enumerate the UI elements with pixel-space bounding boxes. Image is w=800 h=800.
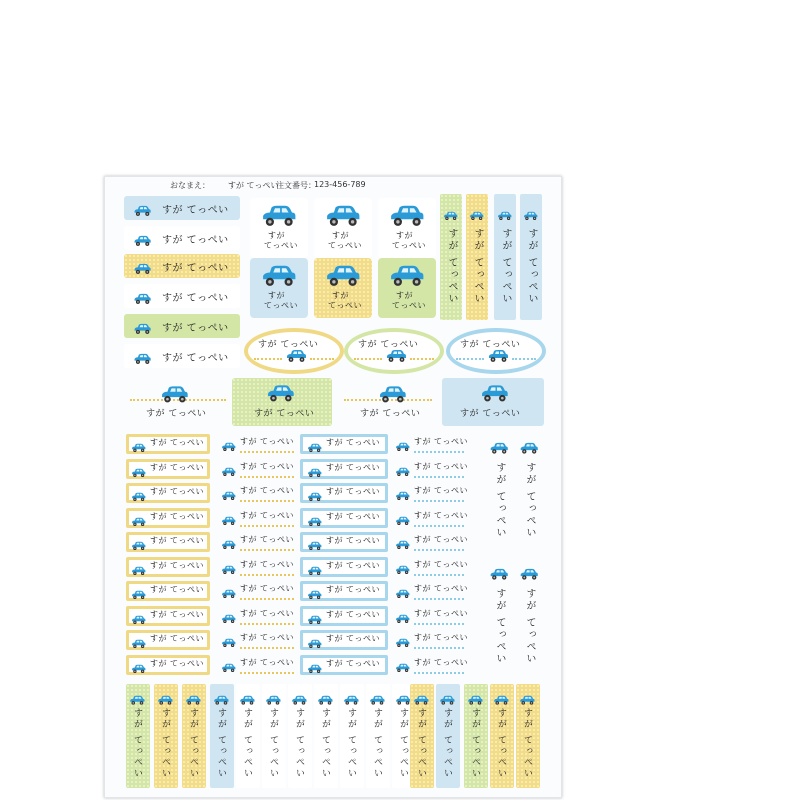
sticker-name-vertical: すが てっぺい (524, 588, 535, 666)
car-icon (306, 634, 323, 644)
sticker-name-text: すが てっぺい (240, 535, 295, 544)
car-icon (488, 566, 510, 579)
sticker-name-text: すが てっぺい (414, 657, 469, 667)
sticker-name-text: すが てっぺい (150, 585, 205, 594)
car-icon (492, 690, 510, 701)
car-icon (306, 487, 323, 497)
dotted-line (240, 572, 294, 576)
car-icon (130, 585, 147, 595)
sticker-name-vertical: すが てっぺい (294, 708, 304, 779)
sticker-name-vertical: すが てっぺい (442, 708, 452, 779)
sticker-name-text: すが てっぺい (240, 437, 295, 446)
car-icon (412, 690, 430, 701)
sticker-name-text: すが てっぺい (150, 462, 205, 472)
sticker-name-text: すが てっぺい (162, 293, 229, 304)
car-icon (220, 462, 237, 472)
car-icon (212, 690, 230, 701)
sticker-name-text: すが てっぺい (150, 560, 205, 570)
car-icon (518, 566, 540, 579)
sticker-name-text: すが てっぺい (326, 438, 381, 447)
sticker-name-text: すが てっぺい (240, 584, 295, 593)
sticker-name-text: すが てっぺい (162, 323, 229, 334)
sticker-name-text: すが てっぺい (414, 633, 469, 642)
sticker-name-text: すが てっぺい (240, 559, 295, 569)
car-icon (130, 610, 147, 620)
car-icon (478, 384, 510, 403)
sticker-name-text: すが てっぺい (150, 536, 205, 545)
sticker-name-vertical: すが てっぺい (320, 708, 330, 779)
sticker-name-text: すが てっぺい (326, 560, 381, 570)
car-icon (316, 690, 334, 701)
car-icon (394, 633, 411, 643)
car-icon (220, 535, 237, 545)
car-icon (376, 385, 408, 404)
car-icon (220, 584, 237, 594)
car-icon (132, 350, 152, 362)
sticker-name-vertical: すが てっぺい (500, 228, 511, 306)
sticker-name-text: すが てっぺい (162, 205, 229, 216)
car-icon (220, 486, 237, 496)
sticker-name-text: すが てっぺい (358, 340, 419, 350)
dotted-line (414, 596, 464, 600)
car-icon (394, 584, 411, 594)
sticker-name-text: すが てっぺい (162, 235, 229, 246)
sticker-name-text: てっぺい (264, 301, 298, 310)
sticker-name-text: すが てっぺい (150, 609, 205, 619)
car-icon (394, 658, 411, 668)
dotted-line (240, 498, 294, 502)
dotted-line (414, 621, 464, 625)
dotted-line (240, 547, 294, 551)
dotted-line (310, 356, 334, 360)
name-label: おなまえ： (170, 181, 210, 190)
dotted-line (410, 356, 434, 360)
car-icon (290, 690, 308, 701)
car-icon (128, 690, 146, 701)
sticker-name-text: すが てっぺい (240, 608, 295, 618)
car-icon (306, 659, 323, 669)
sticker-name-vertical: すが てっぺい (160, 708, 170, 779)
car-icon (132, 320, 152, 332)
sticker-name-vertical: すが てっぺい (446, 228, 457, 306)
car-icon (522, 206, 539, 216)
sticker-name-vertical: すが てっぺい (346, 708, 356, 779)
car-icon (306, 561, 323, 571)
sticker-name-text: すが てっぺい (146, 409, 207, 419)
car-icon (322, 204, 363, 228)
sticker-name-text: すが てっぺい (240, 657, 295, 667)
car-icon (486, 348, 510, 362)
car-icon (156, 690, 174, 701)
sticker-name-vertical: すが てっぺい (188, 708, 198, 779)
sticker-name-text: すが てっぺい (460, 409, 521, 419)
sticker-name-vertical: すが てっぺい (242, 708, 252, 779)
sticker-name-vertical: すが てっぺい (216, 708, 226, 779)
dotted-line (240, 670, 294, 674)
car-icon (466, 690, 484, 701)
car-icon (488, 440, 510, 453)
sticker-name-vertical: すが てっぺい (524, 462, 535, 540)
car-icon (184, 690, 202, 701)
dotted-line (240, 621, 294, 625)
car-icon (306, 536, 323, 546)
car-icon (220, 658, 237, 668)
sticker-name-text: てっぺい (392, 241, 426, 250)
sticker-name-text: すが てっぺい (150, 658, 205, 668)
car-icon (132, 290, 152, 302)
car-icon (394, 560, 411, 570)
car-icon (496, 206, 513, 216)
sticker-name-text: すが てっぺい (414, 584, 469, 593)
sticker-name-vertical: すが てっぺい (372, 708, 382, 779)
sticker-name-vertical: すが てっぺい (494, 588, 505, 666)
sticker-name-vertical: すが てっぺい (496, 708, 506, 779)
sticker-name-text: すが てっぺい (326, 511, 381, 521)
dotted-line (240, 474, 294, 478)
sticker-name-text: すが てっぺい (414, 535, 469, 544)
sticker-name-vertical: すが てっぺい (132, 708, 142, 779)
car-icon (442, 206, 459, 216)
car-icon (130, 536, 147, 546)
dotted-line (414, 498, 464, 502)
car-icon (394, 437, 411, 447)
sticker-name-vertical: すが てっぺい (398, 708, 408, 779)
car-icon (130, 438, 147, 448)
sticker-name-text: すが てっぺい (162, 263, 229, 274)
sticker-name-text: てっぺい (392, 301, 426, 310)
car-icon (130, 659, 147, 669)
dotted-line (254, 356, 282, 360)
sticker-name-text: すが (332, 231, 349, 240)
car-icon (306, 610, 323, 620)
car-icon (220, 560, 237, 570)
sticker-name-text: すが てっぺい (414, 461, 469, 471)
order-number: 123-456-789 (314, 180, 366, 189)
sticker-name-text: すが (332, 291, 349, 300)
car-icon (394, 462, 411, 472)
car-icon (468, 206, 485, 216)
sticker-name-vertical: すが てっぺい (522, 708, 532, 779)
sticker-name-vertical: すが てっぺい (494, 462, 505, 540)
car-icon (284, 348, 308, 362)
sticker-name-text: すが てっぺい (240, 633, 295, 642)
sticker-name-text: すが てっぺい (414, 559, 469, 569)
sticker-name-text: すが てっぺい (326, 609, 381, 619)
sticker-name-text: すが てっぺい (162, 353, 229, 364)
car-icon (130, 561, 147, 571)
car-icon (386, 264, 427, 288)
sticker-name-text: てっぺい (328, 241, 362, 250)
sticker-name-text: すが てっぺい (326, 536, 381, 545)
sticker-name-text: すが てっぺい (414, 510, 469, 520)
sticker-name-text: すが てっぺい (258, 340, 319, 350)
car-icon (306, 512, 323, 522)
sticker-name-vertical: すが てっぺい (472, 228, 483, 306)
sticker-name-text: すが てっぺい (326, 462, 381, 472)
car-icon (518, 440, 540, 453)
sticker-name-text: すが てっぺい (326, 487, 381, 496)
sticker-name-text: すが てっぺい (240, 461, 295, 471)
sticker-name-text: すが てっぺい (326, 634, 381, 643)
car-icon (384, 348, 408, 362)
car-icon (158, 385, 190, 404)
car-icon (394, 609, 411, 619)
car-icon (264, 384, 296, 403)
dotted-line (414, 645, 464, 649)
dotted-line (414, 670, 464, 674)
sticker-name-text: すが てっぺい (240, 510, 295, 520)
sticker-name-text: すが てっぺい (414, 486, 469, 495)
dotted-line (240, 645, 294, 649)
sticker-name-text: すが てっぺい (326, 585, 381, 594)
sticker-name-text: すが てっぺい (150, 487, 205, 496)
car-icon (220, 609, 237, 619)
sticker-name-vertical: すが てっぺい (416, 708, 426, 779)
car-icon (220, 633, 237, 643)
dotted-line (414, 523, 464, 527)
dotted-line (456, 356, 484, 360)
sticker-name-text: すが (396, 231, 413, 240)
sticker-name-text: すが てっぺい (254, 409, 315, 419)
dotted-line (414, 474, 464, 478)
car-icon (518, 690, 536, 701)
sticker-name-text: すが てっぺい (150, 438, 205, 447)
car-icon (132, 260, 152, 272)
dotted-line (512, 356, 536, 360)
car-icon (322, 264, 363, 288)
car-icon (258, 264, 299, 288)
name-value: すが てっぺい (228, 181, 279, 190)
order-label: 注文番号： (276, 181, 316, 190)
car-icon (394, 486, 411, 496)
sticker-name-vertical: すが てっぺい (470, 708, 480, 779)
dotted-line (240, 523, 294, 527)
dotted-line (240, 449, 294, 453)
car-icon (368, 690, 386, 701)
sticker-name-text: てっぺい (328, 301, 362, 310)
car-icon (130, 512, 147, 522)
sticker-name-text: すが てっぺい (326, 658, 381, 668)
car-icon (220, 437, 237, 447)
car-icon (394, 535, 411, 545)
car-icon (306, 585, 323, 595)
car-icon (386, 204, 427, 228)
sticker-name-text: すが てっぺい (414, 608, 469, 618)
sticker-name-text: すが てっぺい (150, 634, 205, 643)
sticker-name-text: すが (268, 231, 285, 240)
sticker-name-vertical: すが てっぺい (268, 708, 278, 779)
sticker-name-text: すが (268, 291, 285, 300)
sticker-name-text: すが てっぺい (460, 340, 521, 350)
dotted-line (354, 356, 382, 360)
sticker-name-text: すが てっぺい (150, 511, 205, 521)
sticker-name-text: すが てっぺい (360, 409, 421, 419)
car-icon (130, 634, 147, 644)
dotted-line (240, 596, 294, 600)
car-icon (132, 202, 152, 214)
dotted-line (414, 547, 464, 551)
dotted-line (414, 572, 464, 576)
car-icon (394, 511, 411, 521)
car-icon (130, 487, 147, 497)
sticker-name-vertical: すが てっぺい (526, 228, 537, 306)
car-icon (220, 511, 237, 521)
sticker-name-text: すが てっぺい (240, 486, 295, 495)
sticker-name-text: すが (396, 291, 413, 300)
car-icon (132, 232, 152, 244)
car-icon (238, 690, 256, 701)
car-icon (258, 204, 299, 228)
sticker-name-text: てっぺい (264, 241, 298, 250)
dotted-line (414, 449, 464, 453)
car-icon (130, 463, 147, 473)
car-icon (306, 463, 323, 473)
car-icon (438, 690, 456, 701)
car-icon (264, 690, 282, 701)
sticker-name-text: すが てっぺい (414, 437, 469, 446)
car-icon (306, 438, 323, 448)
car-icon (342, 690, 360, 701)
